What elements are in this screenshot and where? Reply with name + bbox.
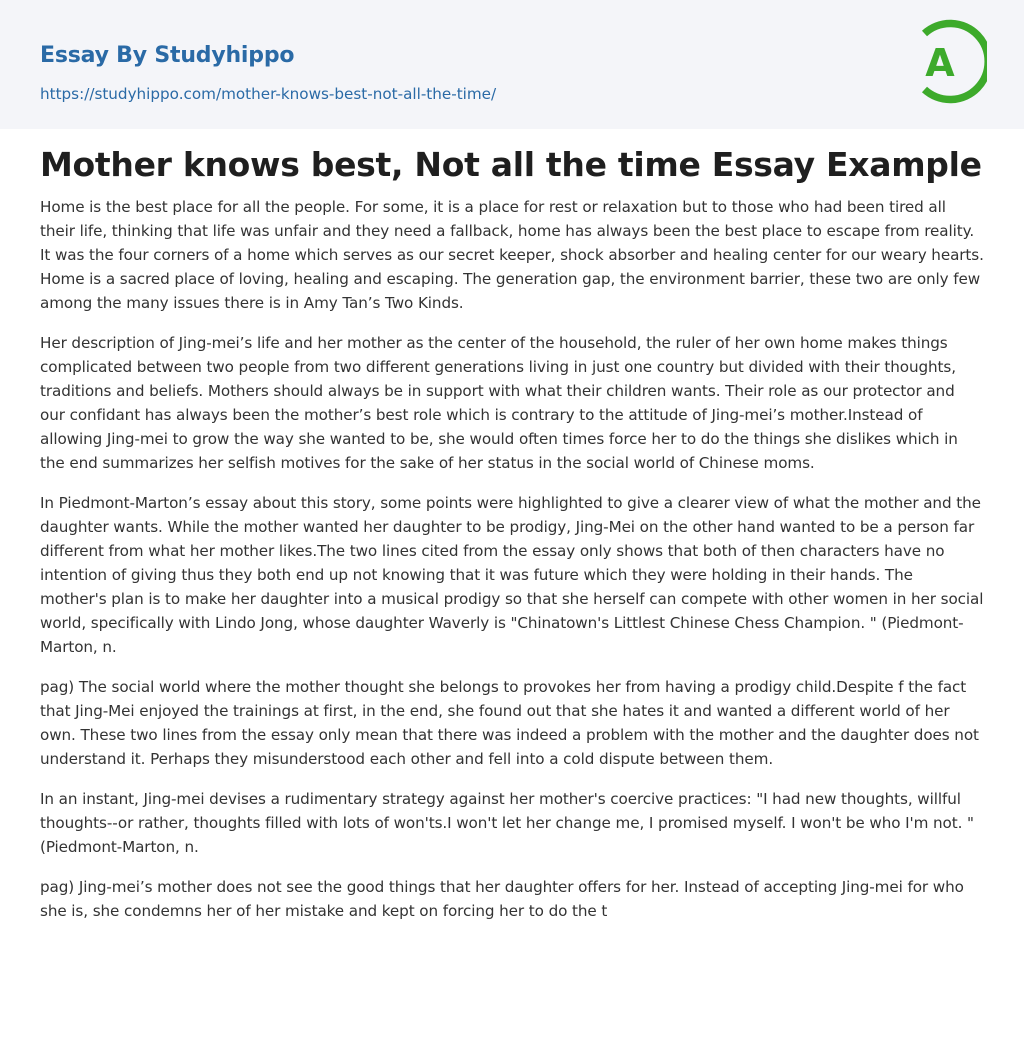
essay-title: Mother knows best, Not all the time Essay Example xyxy=(40,145,982,184)
logo-ring-svg xyxy=(913,19,987,105)
essay-content xyxy=(40,147,984,939)
essay-paragraph-5: In an instant, Jing-mei devises a rudimentary strategy against her mother's coercive practices: "I had new thoughts, willful thoughts--or rather, thoughts filled with lots of won'ts.I won't let her change me, I promised myself. I won't be who I'm not. " (Piedmont-Marton, n. xyxy=(40,790,974,856)
studyhippo-logo-icon[interactable] xyxy=(913,19,987,105)
essay-body xyxy=(40,195,984,923)
essay-paragraph-3: In Piedmont-Marton’s essay about this story, some points were highlighted to give a clearer view of what the mother and the daughter wants. While the mother wanted her daughter to be prodigy, Jing-Mei on the other hand wanted to be a person far different from what her mother likes.The two lines cited from the essay only shows that both of then characters have no intention of giving thus they both end up not knowing that it was future which they were holding in their hands. The mother's plan is to make her daughter into a musical prodigy so that she herself can compete with other women in her social world, specifically with Lindo Jong, whose daughter Waverly is "Chinatown's Littlest Chinese Chess Champion. " (Piedmont-Marton, n. xyxy=(40,494,984,656)
essay-paragraph-2: Her description of Jing-mei’s life and her mother as the center of the household, the ruler of her own home makes things complicated between two people from two different generations living in just one country but divided with their thoughts, traditions and beliefs. Mothers should always be in support with what their children wants. Their role as our protector and our confidant has always been the mother’s best role which is contrary to the attitude of Jing-mei’s mother.Instead of allowing Jing-mei to grow the way she wanted to be, she would often times force her to do the things she dislikes which in the end summarizes her selfish motives for the sake of her status in the social world of Chinese moms. xyxy=(40,334,958,472)
logo-letter: A xyxy=(925,41,955,85)
essay-paragraph-4: pag) The social world where the mother thought she belongs to provokes her from having a prodigy child.Despite f the fact that Jing-Mei enjoyed the trainings at first, in the end, she found out that she hates it and wanted a different world of her own. These two lines from the essay only mean that there was indeed a problem with the mother and the daughter does not understand it. Perhaps they misunderstood each other and fell into a cold dispute between them. xyxy=(40,678,979,768)
essay-paragraph-6: pag) Jing-mei’s mother does not see the good things that her daughter offers for her. Instead of accepting Jing-mei for who she is, she condemns her of her mistake and kept on forcing her to do the t xyxy=(40,878,964,920)
site-header xyxy=(0,0,1024,129)
source-url-link[interactable]: https://studyhippo.com/mother-knows-best-not-all-the-time/ xyxy=(40,85,497,103)
site-brand-title: Essay By Studyhippo xyxy=(40,43,295,68)
essay-paragraph-1: Home is the best place for all the people. For some, it is a place for rest or relaxation but to those who had been tired all their life, thinking that life was unfair and they need a fallback, home has always been the best place to escape from reality. It was the four corners of a home which serves as our secret keeper, shock absorber and healing center for our weary hearts. Home is a sacred place of loving, healing and escaping. The generation gap, the environment barrier, these two are only few among the many issues there is in Amy Tan’s Two Kinds. xyxy=(40,198,984,312)
